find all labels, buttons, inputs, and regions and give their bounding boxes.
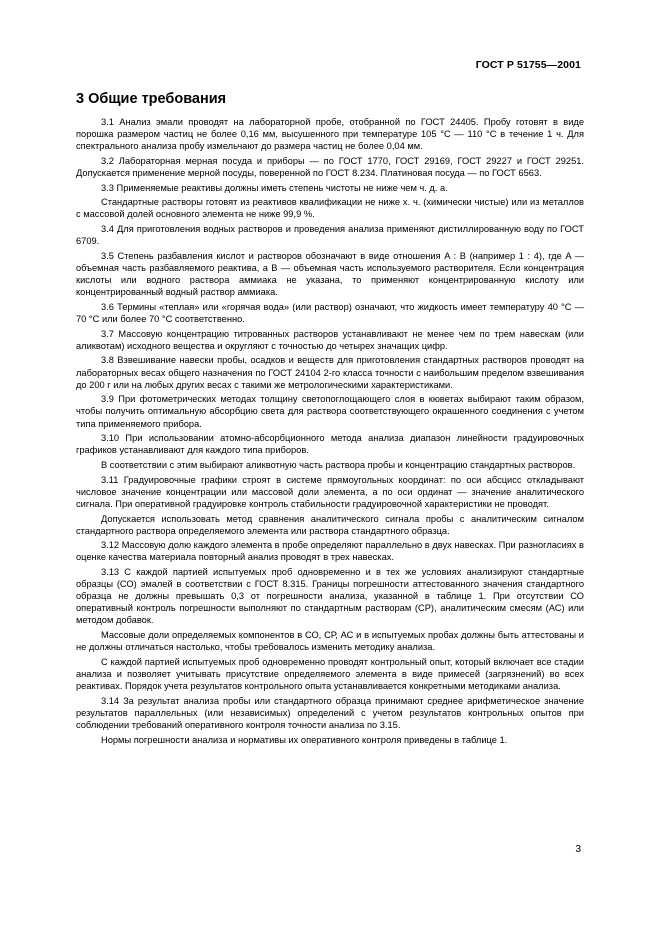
paragraph-standard-solutions: Стандартные растворы готовят из реактивов квалификации не ниже х. ч. (химически чистые) или из металлов с массовой долей основного элемента не ниже 99,9 %.: [76, 197, 584, 220]
paragraph-mass-fractions: Массовые доли определяемых компонентов в СО, СР, АС и в испытуемых пробах должны быть аттестованы и не должны отличаться настолько, чтобы требовалось изменить методику анализа.: [76, 630, 584, 653]
paragraph-3-7: 3.7 Массовую концентрацию титрованных растворов устанавливают не менее чем по трем навескам (или аликвотам) исходного вещества и округляют с точностью до четырех значащих цифр.: [76, 328, 584, 351]
paragraph-3-13: 3.13 С каждой партией испытуемых проб одновременно и в тех же условиях анализируют стандартные образцы (СО) эмалей в соответствии с ГОСТ 8.315. Границы погрешности аттестованного значения стандартного образца не должны превышать 0,3 от погрешности анализа, указанной в таблице 1. При отсутствии СО оперативный контроль погрешности выполняют по стандартным растворам (СР), аналитическим смесям (АС) или методом добавок.: [76, 567, 584, 626]
paragraph-3-2: 3.2 Лабораторная мерная посуда и приборы — по ГОСТ 1770, ГОСТ 29169, ГОСТ 29227 и ГОСТ 29251. Допускается применение мерной посуды, поверенной по ГОСТ 8.234. Платиновая посуда — по ГОСТ 6563.: [76, 155, 584, 178]
paragraph-comparison-method: Допускается использовать метод сравнения аналитического сигнала пробы с аналитическим сигналом стандартного раствора определяемого элемента или раствора стандартного образца.: [76, 513, 584, 536]
paragraph-control-experiment: С каждой партией испытуемых проб одновременно проводят контрольный опыт, который включает все стадии анализа и позволяет учитывать присутствие определяемого элемента в виде примесей (загрязнений) во всех реактивах. Порядок учета результатов контрольного опыта устанавливается конкретными методиками анализа.: [76, 656, 584, 692]
paragraph-3-5: 3.5 Степень разбавления кислот и растворов обозначают в виде отношения A : B (например 1 : 4), где A — объемная часть разбавляемого реактива, а B — объемная часть используемого растворителя. Если концентрация кислоты или водного раствора аммиака не указана, то применяют концентрированную кислоту или концентрированный водный раствор аммиака.: [76, 250, 584, 298]
paragraph-3-9: 3.9 При фотометрических методах толщину светопоглощающего слоя в кюветах выбирают таким образом, чтобы получить оптимальную абсорбцию света для раствора соответствующего окрашенного соединения с учетом типа применяемого прибора.: [76, 394, 584, 429]
paragraph-3-3: 3.3 Применяемые реактивы должны иметь степень чистоты не ниже чем ч. д. а.: [101, 182, 448, 193]
paragraph-aliquot: В соответствии с этим выбирают аликвотную часть раствора пробы и концентрацию стандартных растворов.: [101, 459, 576, 470]
section-title: 3 Общие требования: [76, 91, 227, 107]
paragraph-error-norms: Нормы погрешности анализа и нормативы их оперативного контроля приведены в таблице 1.: [101, 734, 508, 745]
paragraph-3-4: 3.4 Для приготовления водных растворов и проведения анализа применяют дистиллированную воду по ГОСТ 6709.: [76, 224, 584, 247]
section-body: [76, 116, 584, 748]
paragraph-3-6: 3.6 Термины «теплая» или «горячая вода» (или раствор) означают, что жидкость имеет температуру 40 °С — 70 °С или более 70 °С соответственно.: [76, 301, 584, 324]
paragraph-3-14: 3.14 За результат анализа пробы или стандартного образца принимают среднее арифметическое значение результатов параллельных (или независимых) определений с учетом результатов контрольных опытов при соблюдении требований оперативного контроля точности анализа по 3.15.: [76, 695, 584, 730]
paragraph-3-1: 3.1 Анализ эмали проводят на лабораторной пробе, отобранной по ГОСТ 24405. Пробу готовят в виде порошка размером частиц не более 0,16 мм, высушенного при температуре 105 °С — 110 °С в течение 1 ч. Для спектрального анализа пробу измельчают до размера частиц не более 0,04 мм.: [76, 117, 584, 152]
paragraph-3-11: 3.11 Градуировочные графики строят в системе прямоугольных координат: по оси абсцисс откладывают числовое значение концентрации или массовой доли элемента, а по оси ординат — значение аналитического сигнала. При оперативной градуировке контроль стабильности градуировочной характеристики не проводят.: [76, 474, 584, 509]
paragraph-3-12: 3.12 Массовую долю каждого элемента в пробе определяют параллельно в двух навесках. При разногласиях в оценке качества материала повторный анализ проводят в трех навесках.: [76, 540, 584, 563]
standard-code-header: ГОСТ Р 51755—2001: [475, 59, 581, 71]
page-number: 3: [575, 844, 581, 855]
paragraph-3-8: 3.8 Взвешивание навески пробы, осадков и веществ для приготовления стандартных растворов проводят на лабораторных весах общего назначения по ГОСТ 24104 2-го класса точности с наибольшим пределом взвешивания до 200 г или на любых других весах с такими же метрологическими характеристиками.: [76, 355, 584, 390]
paragraph-3-10: 3.10 При использовании атомно-абсорбционного метода анализа диапазон линейности градуировочных графиков устанавливают для каждого типа приборов.: [76, 433, 584, 456]
